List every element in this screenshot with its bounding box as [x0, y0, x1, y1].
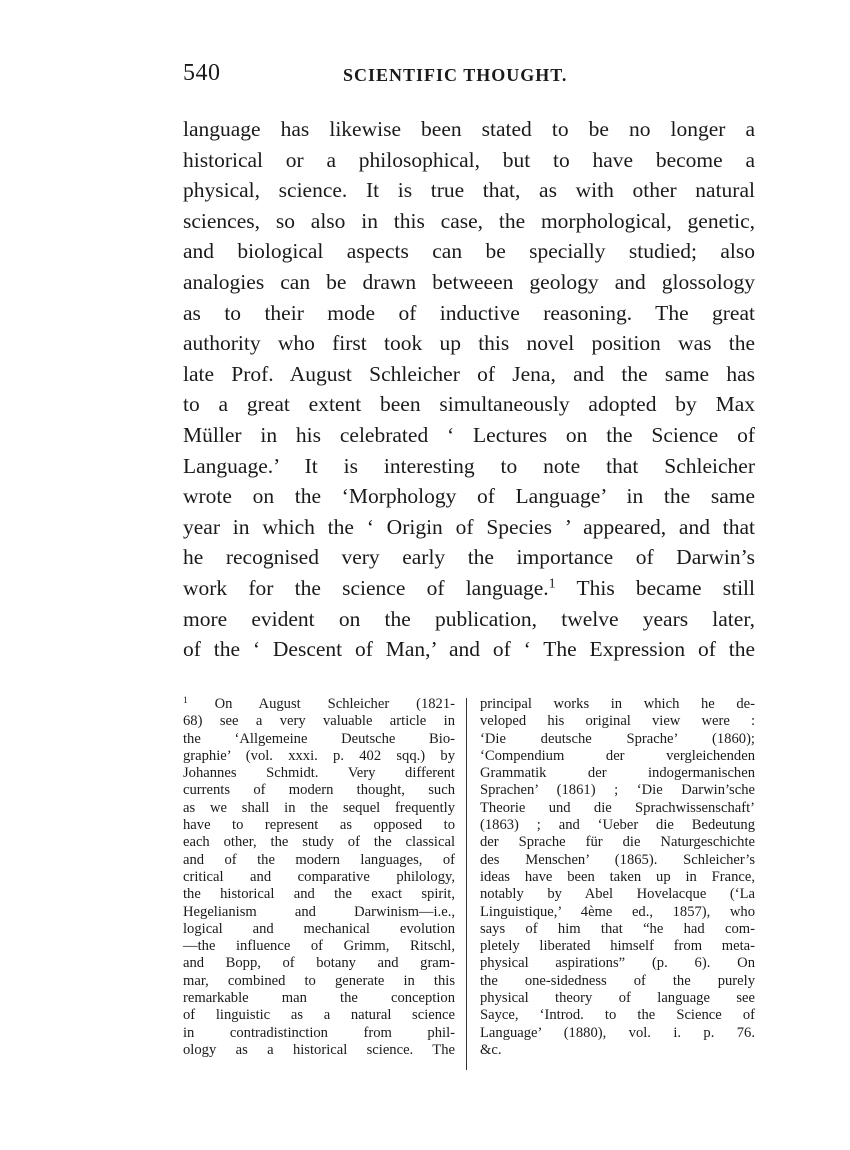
footnote-line: der Sprache für die Naturgeschichte [480, 834, 755, 851]
footnote-line: Language’ (1880), vol. i. p. 76. [480, 1024, 755, 1041]
text-line: to a great extent been simultaneously adopted by Max [183, 392, 755, 417]
footnote-line: &c. [480, 1041, 502, 1058]
footnote-line: physical aspirations” (p. 6). On [480, 955, 755, 972]
footnote-line: ‘Die deutsche Sprache’ (1860); [480, 730, 755, 747]
page-header [183, 60, 755, 92]
footnote-line: ‘Compendium der vergleichenden [480, 747, 755, 764]
footnote-line: currents of modern thought, such [183, 782, 455, 799]
footnote-line: Sayce, ‘Introd. to the Science of [480, 1007, 755, 1024]
footnote-line: graphie’ (vol. xxxi. p. 402 sqq.) by [183, 747, 455, 764]
footnote-text: On August Schleicher (1821- [187, 696, 455, 712]
footnote-line: Sprachen’ (1861) ; ‘Die Darwin’sche [480, 782, 755, 799]
footnote-line: notably by Abel Hovelacque (‘La [480, 886, 755, 903]
footnote-line: of linguistic as a natural science [183, 1007, 455, 1024]
text-line: Müller in his celebrated ‘ Lectures on the Science of [183, 422, 755, 447]
text-line-with-footnote-ref [183, 573, 755, 604]
text-line: authority who first took up this novel position was the [183, 331, 755, 356]
text-fragment: work for the science of language. [183, 575, 549, 600]
footnote-line: says of him that “he had com- [480, 920, 755, 937]
text-line: as to their mode of inductive reasoning. The great [183, 300, 755, 325]
footnote-line: critical and comparative philology, [183, 868, 455, 885]
footnote-line: (1863) ; and ‘Ueber die Bedeutung [480, 817, 755, 834]
text-line: late Prof. August Schleicher of Jena, and the same has [183, 361, 755, 386]
footnote-line [183, 696, 455, 713]
footnote-line: the ‘Allgemeine Deutsche Bio- [183, 730, 455, 747]
text-fragment: This became still [555, 575, 755, 600]
footnote-line: as we shall in the sequel frequently [183, 799, 455, 816]
footnote-line: ideas have been taken up in France, [480, 868, 755, 885]
text-line: year in which the ‘ Origin of Species ’ appeared, and that [183, 514, 755, 539]
footnote-line: mar, combined to generate in this [183, 972, 455, 989]
text-line: more evident on the publication, twelve years later, [183, 606, 755, 631]
footnote-left-column [183, 696, 455, 1059]
text-line: and biological aspects can be specially studied; also [183, 239, 755, 264]
column-divider [466, 698, 467, 1070]
footnote-marker: 1 [183, 695, 188, 706]
text-line: Language.’ It is interesting to note that Schleicher [183, 453, 755, 478]
text-line: analogies can be drawn betweeen geology and glossology [183, 269, 755, 294]
footnote-line: have to represent as opposed to [183, 817, 455, 834]
text-line: sciences, so also in this case, the morphological, genetic, [183, 208, 755, 233]
footnote-line: des Menschen’ (1865). Schleicher’s [480, 851, 755, 868]
page-number: 540 [183, 60, 221, 86]
footnote-line: principal works in which he de- [480, 696, 755, 712]
footnote-line: veloped his original view were : [480, 713, 755, 730]
main-text [183, 114, 755, 665]
footnote-line: Johannes Schmidt. Very different [183, 765, 455, 782]
footnote-line: and of the modern languages, of [183, 851, 455, 868]
footnote-line: logical and mechanical evolution [183, 920, 455, 937]
footnote-line: each other, the study of the classical [183, 834, 455, 851]
footnote-line: the one-sidedness of the purely [480, 972, 755, 989]
footnote-line: 68) see a very valuable article in [183, 713, 455, 730]
running-title: SCIENTIFIC THOUGHT. [343, 65, 568, 85]
footnote-line: remarkable man the conception [183, 990, 455, 1007]
footnote-right-column [480, 696, 755, 1059]
footnote-line: Hegelianism and Darwinism—i.e., [183, 903, 455, 920]
footnote-line: Grammatik der indogermanischen [480, 765, 755, 782]
footnote-line: physical theory of language see [480, 990, 755, 1007]
text-line: he recognised very early the importance of Darwin’s [183, 545, 755, 570]
footnote-line: in contradistinction from phil- [183, 1024, 455, 1041]
text-line: wrote on the ‘Morphology of Language’ in the same [183, 484, 755, 509]
text-line: of the ‘ Descent of Man,’ and of ‘ The Expression of the [183, 637, 755, 662]
text-line: language has likewise been stated to be no longer a [183, 117, 755, 141]
footnote-line: ology as a historical science. The [183, 1041, 455, 1058]
text-line: historical or a philosophical, but to have become a [183, 147, 755, 172]
footnote-line: Linguistique,’ 4ème ed., 1857), who [480, 903, 755, 920]
footnote-line: pletely liberated himself from meta- [480, 938, 755, 955]
footnote-line: the historical and the exact spirit, [183, 886, 455, 903]
footnote-reference: 1 [548, 576, 556, 592]
footnote-line: and Bopp, of botany and gram- [183, 955, 455, 972]
text-line: physical, science. It is true that, as with other natural [183, 178, 755, 203]
footnote-line: —the influence of Grimm, Ritschl, [183, 938, 455, 955]
footnote-line: Theorie und die Sprachwissenschaft’ [480, 799, 755, 816]
